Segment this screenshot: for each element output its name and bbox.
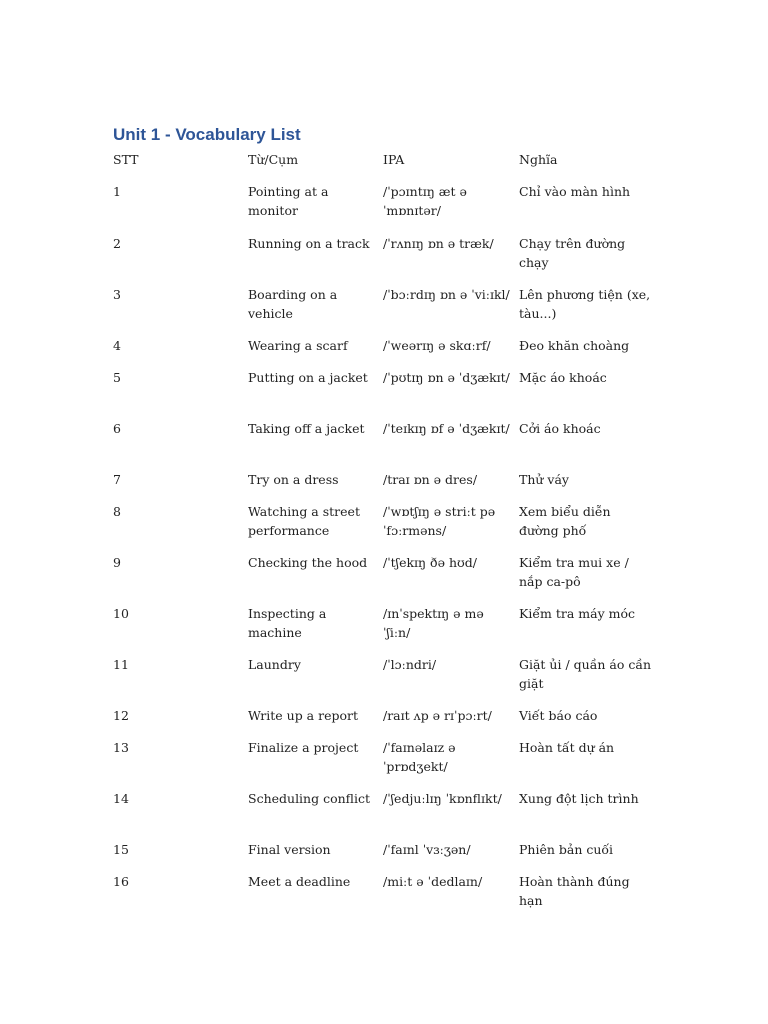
vocab-term: Wearing a scarf [248,337,348,353]
vietnamese-meaning: Xung đột lịch trình [519,790,639,806]
row-number: 11 [113,656,129,672]
row-number: 7 [113,471,121,487]
row-number: 6 [113,420,121,436]
row-number: 9 [113,554,121,570]
vietnamese-meaning: Viết báo cáo [519,707,598,723]
ipa-transcription: /traɪ ɒn ə dres/ [383,471,478,487]
vocab-term: Checking the hood [248,554,368,570]
row-number: 4 [113,337,121,353]
ipa-transcription: /ˈfaɪnəlaɪz ə ˈprɒdʒekt/ [383,739,456,774]
row-number: 2 [113,235,121,251]
row-number: 16 [113,873,129,889]
ipa-transcription: /raɪt ʌp ə rɪˈpɔːrt/ [383,707,492,723]
vietnamese-meaning: Thử váy [519,471,569,487]
vocab-term: Laundry [248,656,301,672]
table-row [113,840,653,872]
ipa-transcription: /miːt ə ˈdedlaɪn/ [383,873,483,889]
table-row [113,502,653,553]
ipa-transcription: /ˈwɒtʃɪŋ ə striːt pə ˈfɔːrməns/ [383,503,496,538]
table-row [113,604,653,655]
vocab-term: Taking off a jacket [248,420,365,436]
ipa-transcription: /ˈbɔːrdɪŋ ɒn ə ˈviːɪkl/ [383,286,510,302]
ipa-transcription: /ˈpɔɪntɪŋ æt ə ˈmɒnɪtər/ [383,184,467,218]
table-row [113,285,653,336]
row-number: 14 [113,790,129,806]
vocab-term: Scheduling conflict [248,790,371,806]
table-row [113,419,653,470]
vocab-term: Running on a track [248,235,370,251]
column-header-ipa: IPA [383,152,405,167]
ipa-transcription: /ˈʃedjuːlɪŋ ˈkɒnflɪkt/ [383,790,502,806]
row-number: 3 [113,286,121,302]
vietnamese-meaning: Hoàn tất dự án [519,739,615,755]
table-row [113,234,653,285]
table-header-row [113,150,653,182]
vocab-term: Putting on a jacket [248,369,368,385]
table-row [113,336,653,368]
ipa-transcription: /ˈlɔːndri/ [383,656,437,672]
ipa-transcription: /ˈfaɪnl ˈvɜːʒən/ [383,841,471,857]
table-row [113,470,653,502]
table-row [113,553,653,604]
vietnamese-meaning: Lên phương tiện (xe, tàu...) [519,286,651,321]
row-number: 8 [113,503,121,519]
vietnamese-meaning: Mặc áo khoác [519,369,607,385]
ipa-transcription: /ˈrʌnɪŋ ɒn ə træk/ [383,235,494,251]
table-row [113,706,653,738]
column-header-meaning: Nghĩa [519,152,558,167]
row-number: 10 [113,605,129,621]
table-row [113,789,653,840]
ipa-transcription: /ˈtʃekɪŋ ðə hʊd/ [383,554,477,570]
vocab-term: Final version [248,841,331,857]
table-row [113,368,653,419]
ipa-transcription: /ˈteɪkɪŋ ɒf ə ˈdʒækɪt/ [383,420,510,436]
vocab-term: Meet a deadline [248,873,351,889]
vocabulary-table [113,150,653,912]
vocab-term: Boarding on a vehicle [248,286,338,321]
table-row [113,182,653,234]
table-row [113,872,653,912]
column-header-stt: STT [113,152,139,167]
row-number: 15 [113,841,129,857]
row-number: 12 [113,707,129,723]
vietnamese-meaning: Kiểm tra máy móc [519,605,635,621]
ipa-transcription: /ɪnˈspektɪŋ ə mə ˈʃiːn/ [383,605,484,640]
vocab-term: Inspecting a machine [248,605,327,640]
vietnamese-meaning: Kiểm tra mui xe / nắp ca-pô [519,554,629,589]
vocab-term: Write up a report [248,707,359,723]
row-number: 13 [113,739,129,755]
vietnamese-meaning: Chỉ vào màn hình [519,184,631,199]
vocab-term: Finalize a project [248,739,359,755]
column-header-term: Từ/Cụm [248,152,299,167]
vietnamese-meaning: Cởi áo khoác [519,420,601,436]
vietnamese-meaning: Đeo khăn choàng [519,337,630,353]
vocab-term: Try on a dress [248,471,339,487]
row-number: 1 [113,184,121,199]
table-row [113,655,653,706]
page-title: Unit 1 - Vocabulary List [113,125,301,144]
vietnamese-meaning: Giặt ủi / quần áo cần giặt [519,656,652,691]
vocab-term: Watching a street performance [248,503,360,538]
ipa-transcription: /ˈweərɪŋ ə skɑːrf/ [383,337,491,353]
vietnamese-meaning: Phiên bản cuối [519,841,614,857]
table-row [113,738,653,789]
vietnamese-meaning: Hoàn thành đúng hạn [519,873,630,908]
vietnamese-meaning: Chạy trên đường chạy [519,235,626,270]
vocab-term: Pointing at a monitor [248,184,329,218]
vietnamese-meaning: Xem biểu diễn đường phố [519,503,611,538]
row-number: 5 [113,369,121,385]
table-body [113,182,653,912]
ipa-transcription: /ˈpʊtɪŋ ɒn ə ˈdʒækɪt/ [383,369,510,385]
